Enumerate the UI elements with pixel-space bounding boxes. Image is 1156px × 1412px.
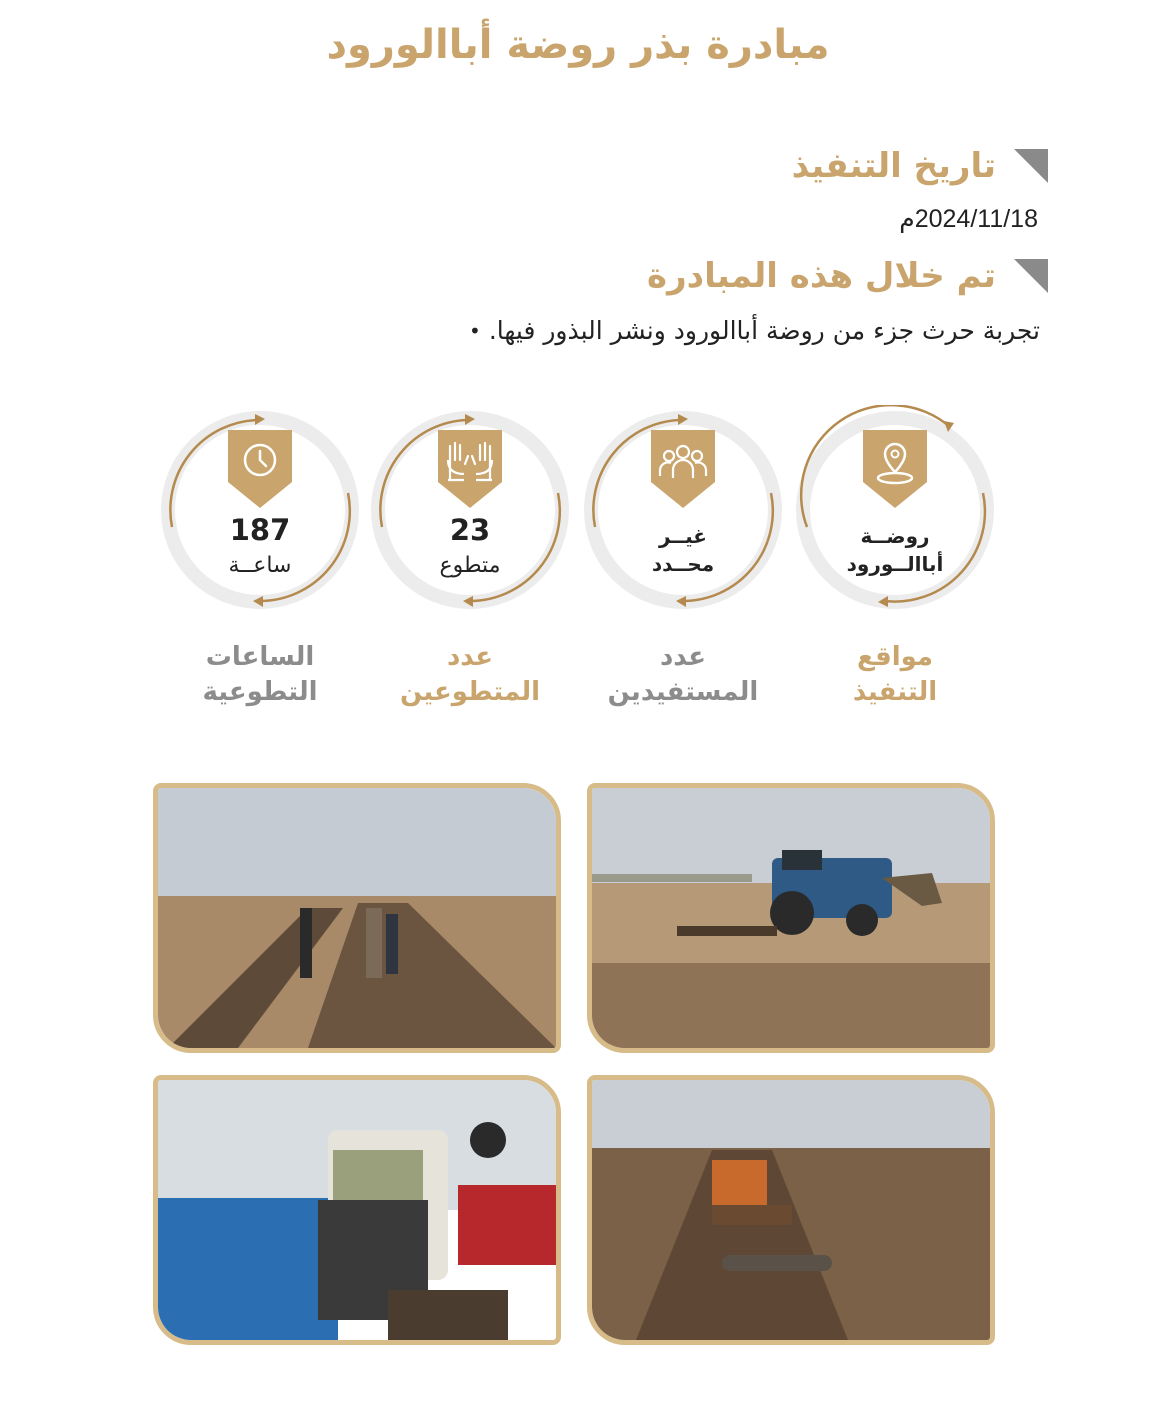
stat-value: غيــر محــدد	[651, 524, 715, 576]
stat-label-locations: مواقع التنفيذ	[852, 642, 938, 708]
stat-unit: ساعــة	[228, 553, 292, 578]
activity-list-item	[469, 316, 1040, 345]
stat-value: 187	[229, 513, 291, 547]
photo-workers-field	[153, 783, 561, 1053]
stat-label-beneficiaries: عدد المستفيدين	[607, 642, 759, 708]
photo-volunteer-driver	[153, 1075, 561, 1345]
stat-volunteers	[365, 405, 575, 615]
photo-tractor-roller	[587, 783, 995, 1053]
page-title: مبادرة بذر روضة أباالورود	[326, 22, 830, 68]
triangle-marker-icon	[1014, 259, 1048, 293]
execution-date: 2024/11/18م	[899, 205, 1038, 233]
stat-label-volunteers: عدد المتطوعين	[399, 642, 541, 708]
bullet-icon: •	[469, 318, 481, 343]
clock-icon	[228, 430, 292, 508]
stat-hours	[155, 405, 365, 615]
photo-tractor-plow	[587, 1075, 995, 1345]
raised-hands-icon	[438, 430, 502, 508]
date-section-heading	[792, 146, 1048, 186]
triangle-marker-icon	[1014, 149, 1048, 183]
stat-value: 23	[449, 513, 491, 547]
date-heading: تاريخ التنفيذ	[791, 146, 996, 186]
activities-section-heading	[647, 256, 1048, 296]
activities-heading: تم خلال هذه المبادرة	[647, 256, 996, 296]
people-group-icon	[651, 430, 715, 508]
stat-beneficiaries	[578, 405, 788, 615]
stat-unit: متطوع	[439, 553, 501, 578]
activity-text: تجربة حرث جزء من روضة أباالورود ونشر البذور فيها.	[488, 316, 1040, 345]
stat-value: روضــة أباالــورود	[846, 524, 944, 576]
stat-locations	[790, 405, 1000, 615]
location-pin-icon	[863, 430, 927, 508]
stat-label-hours: الساعات التطوعية	[202, 642, 318, 708]
